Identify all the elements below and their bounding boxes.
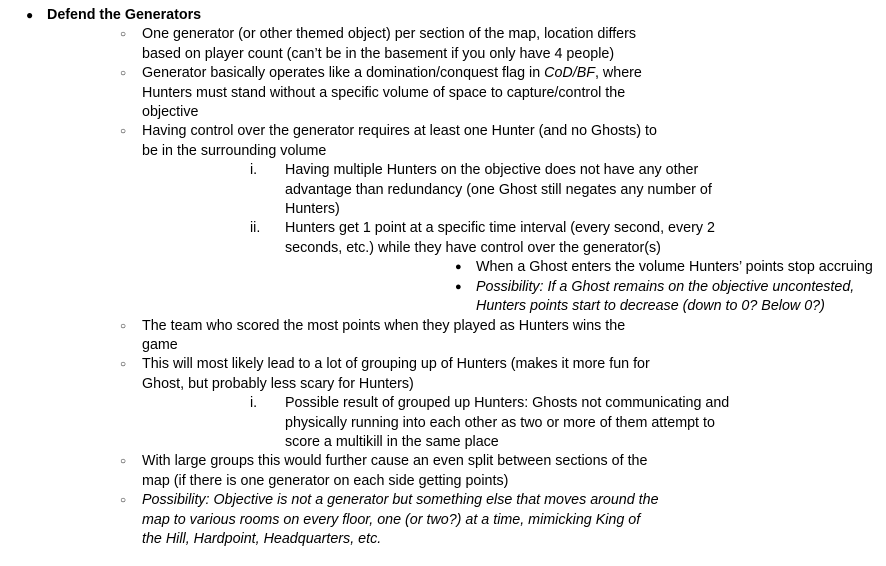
item-text: With large groups this would further cause an even split between sections of the map (if there is one generator on each side getting points) — [142, 453, 648, 489]
bullet-list — [285, 258, 873, 316]
list-item — [47, 317, 662, 356]
item-text: Generator basically operates like a domination/conquest flag in — [142, 65, 545, 82]
roman-marker: i. — [250, 162, 258, 179]
list-item — [47, 452, 662, 491]
item-text: Possible result of grouped up Hunters: Ghosts not communicating and physically running into each other as two or more of them attempt to score a multikill in the same place — [285, 395, 730, 450]
item-text: This will most likely lead to a lot of grouping up of Hunters (makes it more fun for Ghost, but probably less scary for Hunters) — [142, 356, 650, 392]
item-text: When a Ghost enters the volume Hunters’ points stop accruing — [476, 259, 873, 276]
item-text: , where Hunters must stand without a specific volume of space to capture/control the objective — [142, 65, 642, 121]
list-item — [47, 64, 662, 122]
list-item — [285, 278, 886, 317]
roman-marker: i. — [250, 395, 258, 412]
item-text: Having control over the generator requires at least one Hunter (and no Ghosts) to be in the surrounding volume — [142, 123, 657, 159]
bullet-marker: ● — [455, 280, 462, 293]
circle-marker: ○ — [120, 29, 127, 41]
list-item — [47, 25, 662, 64]
list-item — [47, 491, 662, 549]
item-text: Having multiple Hunters on the objective does not have any other advantage than redundancy (one Ghost still negates any number of Hunters) — [285, 162, 712, 218]
circle-marker: ○ — [120, 359, 127, 371]
top-level-list — [0, 6, 873, 549]
sub-list — [47, 25, 873, 549]
list-item — [142, 219, 873, 316]
list-item-defend-generators — [0, 6, 873, 549]
list-item — [47, 122, 873, 316]
item-text-italic: Possibility: Objective is not a generator but something else that moves around the map to various rooms on every floor, one (or two?) at a time, mimicking King of the Hill, Hardpoint, Headquarters, etc. — [142, 492, 659, 547]
item-text-italic: Possibility: If a Ghost remains on the objective uncontested, Hunters points start to decrease (down to 0? Below 0?) — [476, 278, 855, 315]
list-item — [47, 355, 730, 452]
item-text: One generator (or other themed object) per section of the map, location differs based on player count (can’t be in the basement if you only have 4 people) — [142, 26, 637, 62]
section-heading: Defend the Generators — [47, 7, 202, 23]
circle-marker: ○ — [120, 68, 127, 80]
circle-marker: ○ — [120, 320, 127, 332]
bullet-marker: ● — [455, 261, 462, 274]
list-item — [142, 394, 750, 452]
item-text: The team who scored the most points when they played as Hunters wins the game — [142, 317, 626, 353]
item-text: Hunters get 1 point at a specific time interval (every second, every 2 seconds, etc.) while they have control over the generator(s) — [285, 220, 715, 256]
item-text-italic: CoD/BF — [544, 65, 595, 82]
list-item — [285, 258, 886, 277]
list-item — [142, 161, 750, 219]
circle-marker: ○ — [120, 495, 127, 507]
roman-list — [142, 161, 873, 316]
roman-list — [142, 394, 730, 452]
document-body — [0, 6, 873, 549]
circle-marker: ○ — [120, 456, 127, 468]
bullet-marker: ● — [26, 8, 34, 22]
roman-marker: ii. — [250, 220, 261, 237]
circle-marker: ○ — [120, 126, 127, 138]
